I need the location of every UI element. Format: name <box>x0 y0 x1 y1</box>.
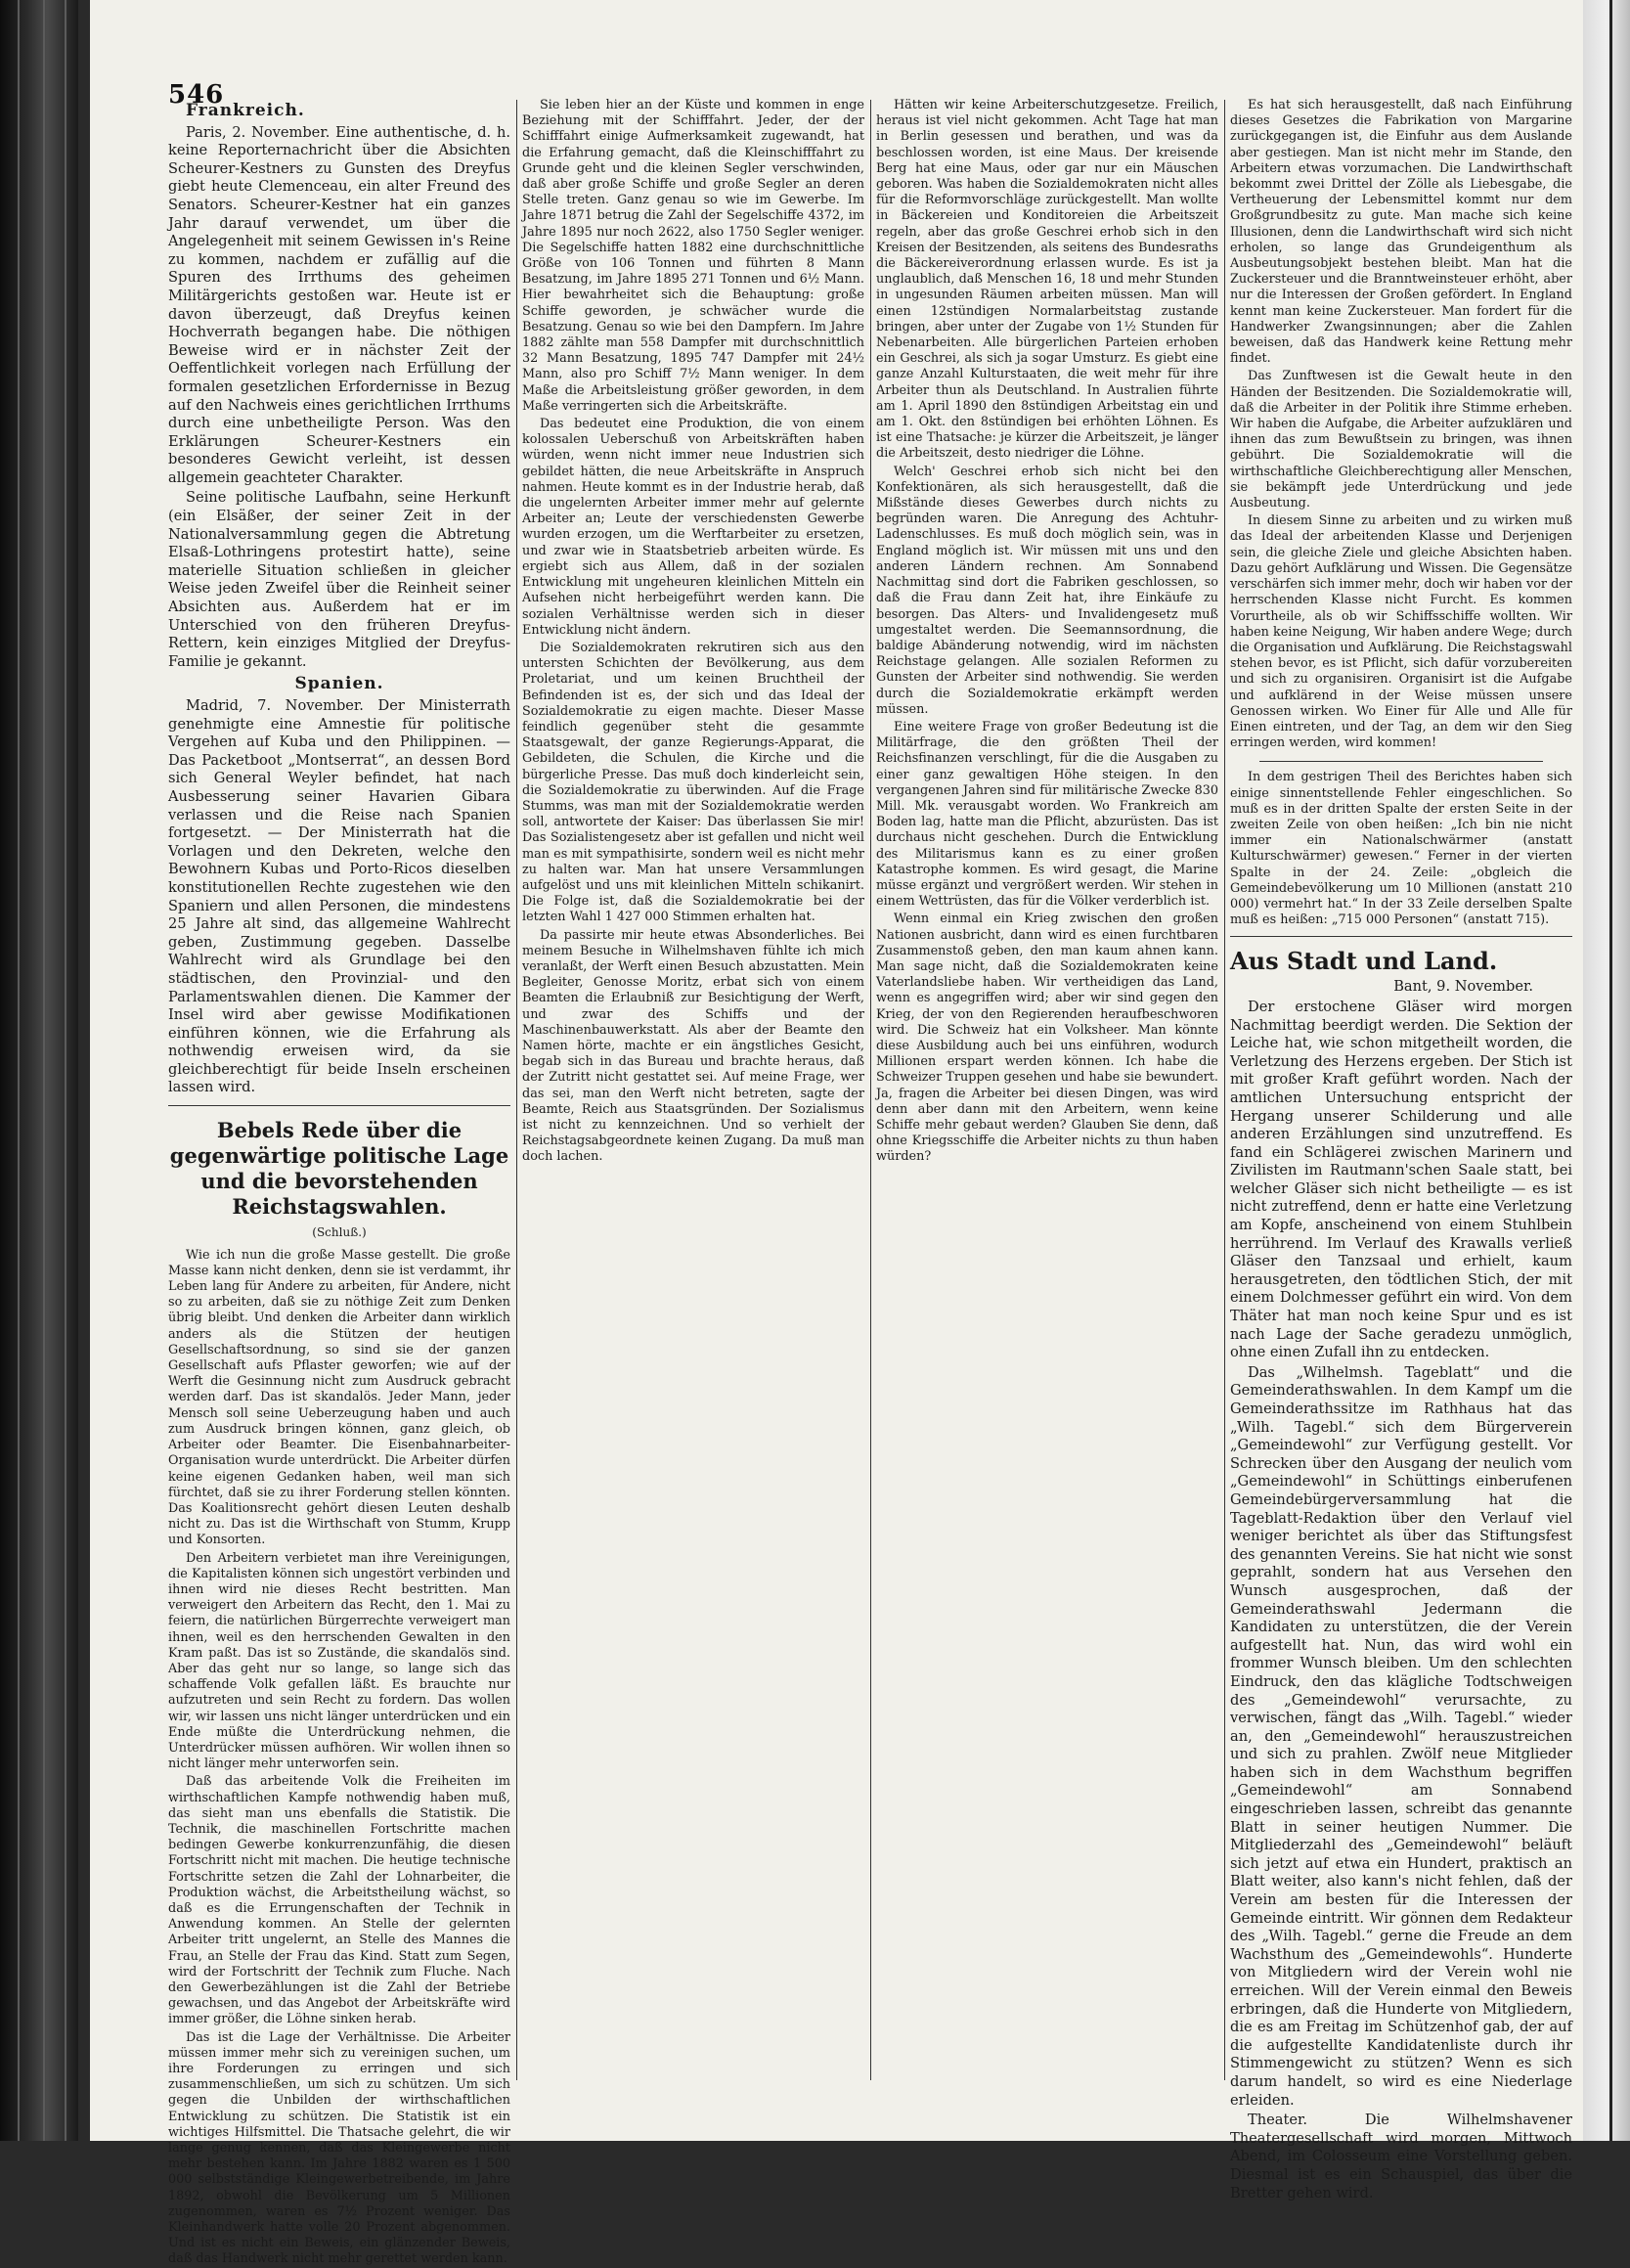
paragraph: Eine weitere Frage von großer Bedeutung ist die Militärfrage, die den größten Theil der Reichsfinanzen verschlingt, für die die Ausgaben zu einer ganz gewaltigen Höhe steigen. In den vergangenen Jahren sind für militärische Zwecke 830 Mill. Mk. verausgabt worden. Wo Frankreich am Boden lag, hatte man die Pflicht, abzurüsten. Das ist durchaus nicht geschehen. Durch die Entwicklung des Militarismus kann es zu einer großen Katastrophe kommen. Es wird gesagt, die Marine müsse ergänzt und vergrößert werden. Wir stehen in einem Wettrüsten, das für die Völker verderblich ist. <box>876 719 1218 910</box>
dateline: Bant, 9. November. <box>1393 978 1533 996</box>
binding-line <box>18 0 20 2141</box>
paragraph: Der erstochene Gläser wird morgen Nachmittag beerdigt werden. Die Sektion der Leiche hat, wie schon mitgetheilt worden, die Verletzung des Herzens ergeben. Der Stich ist mit großer Kraft geführt worden. Nach der amtlichen Untersuchung entspricht der Hergang unserer Schilderung und alle anderen Erzählungen sind unzutreffend. Es fand ein Schlägerei zwischen Marinern und Zivilisten im Rautmann'schen Saale statt, bei welcher Gläser sich nicht betheiligte — es ist nicht zutreffend, denn er hatte eine Verletzung am Kopfe, anscheinend von einem Stuhlbein herrührend. Im Verlauf des Krawalls verließ Gläser den Tanzsaal und erhielt, kaum herausgetreten, den tödtlichen Stich, der mit einem Dolchmesser geführt ein wird. Von dem Thäter hat man noch keine Spur und es ist nach Lage der Sache geradezu unmöglich, ohne einen Zufall ihn zu entdecken. <box>1230 998 1572 1361</box>
article-body-continued <box>1230 98 1572 928</box>
column-3 <box>876 98 1218 2082</box>
paragraph: Das bedeutet eine Produktion, die von einem kolossalen Ueberschuß von Arbeitskräften haben würden, wenn nicht immer neue Industrien sich gebildet hätten, die neue Arbeitskräfte in Anspruch nahmen. Heute kommt es in der Industrie herab, daß die ungelernten Arbeiter immer mehr auf gelernte Arbeiter an; Leute der verschiedensten Gewerbe wurden erzogen, um die Werftarbeiter zu ersetzen, und zwar wie in Staatsbetrieb arbeiten würde. Es ergiebt sich aus Allem, daß in der sozialen Entwicklung mit ungeheuren kleinlichen Mitteln ein Aufsehen nicht herbeigeführt werden kann. Die sozialen Verhältnisse werden sich in dieser Entwicklung nicht ändern. <box>522 417 864 638</box>
paragraph: Sie leben hier an der Küste und kommen in enge Beziehung mit der Schifffahrt. Jeder, der der Schifffahrt einige Aufmerksamkeit zugewandt, hat die Erfahrung gemacht, daß die Kleinschifffahrt zu Grunde geht und die kleinen Segler verschwinden, daß aber große Schiffe und große Segler an deren Stelle treten. Ganz genau so wie im Gewerbe. Im Jahre 1871 betrug die Zahl der Segelschiffe 4372, im Jahre 1895 nur noch 2622, also 1750 Segler weniger. Die Segelschiffe hatten 1882 eine durchschnittliche Größe von 106 Tonnen und führten 8 Mann Besatzung, im Jahre 1895 271 Tonnen und 6½ Mann. Hier bewahrheitet sich die Behauptung: große Schiffe geworden, je schwächer wurde die Besatzung. Genau so wie bei den Dampfern. Im Jahre 1882 zählte man 558 Dampfer mit durchschnittlich 32 Mann Besatzung, 1895 747 Dampfer mit 24½ Mann, also pro Schiff 7½ Mann weniger. In dem Maße die Arbeitsleistung größer geworden, in dem Maße verringerten sich die Arbeitskräfte. <box>522 98 864 414</box>
paragraph: Daß das arbeitende Volk die Freiheiten im wirthschaftlichen Kampfe nothwendig haben muß, das sieht man uns ebenfalls die Statistik. Die Technik, die maschinellen Fortschritte machen bedingen Gewerbe konkurrenzunfähig, die diesen Fortschritt nicht mit machen. Die heutige technische Fortschritte setzen die Zahl der Lohnarbeiter, die Produktion wächst, die Arbeitstheilung wächst, so daß es die Errungenschaften der Technik in Anwendung kommen. An Stelle der gelernten Arbeiter tritt ungelernt, an Stelle des Mannes die Frau, an Stelle der Frau das Kind. Statt zum Segen, wird der Fortschritt der Technik zum Fluche. Nach den Gewerbezählungen ist die Zahl der Betriebe gewachsen, und das Angebot der Arbeitskräfte wird immer größer, die Löhne sinken herab. <box>168 1774 510 2027</box>
article-title-bebel: Bebels Rede über die gegenwärtige politische Lage und die bevorstehenden Reichstagswahlen. <box>169 1118 509 1220</box>
column-1 <box>168 98 510 2267</box>
divider <box>1259 761 1543 762</box>
paragraph: Wie ich nun die große Masse gestellt. Die große Masse kann nicht denken, denn sie ist verdammt, ihr Leben lang für Andere zu arbeiten, für Andere, nicht so zu arbeiten, daß sie zu nöthige Zeit zum Denken übrig bleibt. Und denken die Arbeiter dann wirklich anders als die Stützen der heutigen Gesellschaftsordnung, so sind sie der ganzen Gesellschaft aufs Pflaster geworfen; wie auf der Werft die Gesinnung nicht zum Ausdruck gebracht werden darf. Das ist skandalös. Jeder Mann, jeder Mensch soll seine Ueberzeugung haben und auch zum Ausdruck bringen können, ganz gleich, ob Arbeiter oder Beamter. Die Eisenbahnarbeiter-Organisation wurde unterdrückt. Die Arbeiter dürfen keine eigenen Gedanken haben, weil man sich fürchtet, daß sie zu ihrer Forderung stellen könnten. Das Koalitionsrecht gehört diesen Leuten deshalb nicht zu. Das ist die Wirthschaft von Stumm, Krupp und Konsorten. <box>168 1247 510 1548</box>
paragraph: Theater. Die Wilhelmshavener Theatergesellschaft wird morgen, Mittwoch Abend, im Colosseum eine Vorstellung geben. Diesmal ist es ein Schauspiel, das über die Bretter gehen wird. <box>1230 2112 1572 2201</box>
column-rule <box>516 100 517 2080</box>
paragraph: Das „Wilhelmsh. Tageblatt“ und die Gemeinderathswahlen. In dem Kampf um die Gemeinderathssitze im Rathhaus hat das „Wilh. Tagebl.“ sich dem Bürgerverein „Gemeindewohl“ zur Verfügung gestellt. Vor Schrecken über den Ausgang der neulich vom „Gemeindewohl“ in Schüttings einberufenen Gemeindebürgerversammlung hat die Tageblatt-Redaktion über den Verlauf viel weniger berichtet als über das Stiftungsfest des genannten Vereins. Sie hat nicht wie sonst geprahlt, sondern hat aus Versehen den Wunsch ausgesprochen, daß der Gemeinderathswahl Jedermann die Kandidaten zu unterstützen, die der Verein aufgestellt hat. Nun, das wird wohl ein frommer Wunsch bleiben. Um den schlechten Eindruck, den das klägliche Todtschweigen des „Gemeindewohl“ verursachte, zu verwischen, fängt das „Wilh. Tagebl.“ wieder an, den „Gemeindewohl“ herauszustreichen und sich zu prahlen. Zwölf neue Mitglieder haben sich in dem Wachsthum begriffen „Gemeindewohl“ am Sonnabend eingeschrieben lassen, schreibt das genannte Blatt in seiner heutigen Nummer. Die Mitgliederzahl des „Gemeindewohl“ beläuft sich jetzt auf etwa ein Hundert, praktisch an Blatt weiter, also kann's nicht fehlen, daß der Verein am besten für die Interessen der Gemeinde eintritt. Wir gönnen dem Redakteur des „Wilh. Tagebl.“ gerne die Freude an dem Wachsthum des „Gemeindewohls“. Hunderte von Mitgliedern wird der Verein wohl nie erreichen. Will der Verein einmal den Beweis erbringen, daß die Hunderte von Mitgliedern, die es am Freitag im Schützenhof gab, der auf die aufgestellte Kandidatenliste durch ihr Stimmengewicht zu stützen? Wenn es sich darum handelt, so wird es eine Niederlage erleiden. <box>1230 1363 1572 2109</box>
binding-line <box>43 0 45 2141</box>
paragraph: Den Arbeitern verbietet man ihre Vereinigungen, die Kapitalisten können sich ungestört verbinden und ihnen wird nie dieses Recht bestritten. Man verweigert den Arbeitern das Recht, den 1. Mai zu feiern, die natürlichen Bürgerrechte verweigert man ihnen, weil es den herrschenden Gewalten in den Kram paßt. Das ist so Zustände, die skandalös sind. Aber das geht nur so lange, so lange sich das schaffende Volk gefallen läßt. Es brauchte nur aufzutreten und sein Recht zu fordern. Das wollen wir, wir lassen uns nicht länger unterdrücken und ein Ende müßte die Unterdrückung nehmen, die Unterdrücker müssen aufhören. Wir wollen ihnen so nicht länger mehr unterworfen sein. <box>168 1550 510 1772</box>
column-4 <box>1230 98 1572 2201</box>
page-edge-line <box>1609 0 1612 2141</box>
paragraph: Das ist die Lage der Verhältnisse. Die Arbeiter müssen immer mehr sich zu vereinigen suchen, um ihre Forderungen zu erringen und sich zusammenschließen, um sich zu schützen. Um sich gegen die Unbilden der wirthschaftlichen Entwicklung zu schützen. Die Statistik ist ein wichtiges Hilfsmittel. Die Thatsache gelehrt, die wir lange genug kennen, daß das Kleingewerbe nicht mehr bestehen kann. Im Jahre 1882 waren es 1 500 000 selbstständige Kleingewerbetreibende, im Jahre 1892, obwohl die Bevölkerung um 5 Millionen zugenommen, waren es 7½ Prozent weniger. Das Kleinhandwerk hatte volle 20 Prozent abgenommen. Und ist es nicht ein Beweis, ein glänzender Beweis, daß das Handwerk nicht mehr gerettet werden kann. <box>168 2029 510 2267</box>
column-rule <box>1224 100 1225 2080</box>
divider <box>168 1105 510 1106</box>
paragraph: Madrid, 7. November. Der Ministerrath genehmigte eine Amnestie für politische Vergehen auf Kuba und den Philippinen. — Das Packetboot „Montserrat“, an dessen Bord sich General Weyler befindet, hat nach Ausbesserung seiner Havarien Gibara verlassen und die Reise nach Spanien fortgesetzt. — Der Ministerrath hat die Vorlagen und den Dekreten, welche den Bewohnern Kubas und Porto-Ricos dieselben konstitutionellen Rechte zugestehen wie den Spaniern und allen Personen, die mindestens 25 Jahre alt sind, das allgemeine Wahlrecht geben, Zustimmung gegeben. Dasselbe Wahlrecht wird als Grundlage bei den städtischen, den Provinzial- und den Parlamentswahlen dienen. Die Kammer der Insel wird aber gewisse Modifikationen einführen können, wie die Erfahrung als nothwendig erweisen wird, da sie gleichberechtigt für beide Inseln erscheinen lassen wird. <box>168 697 510 1096</box>
section-heading-spanien: Spanien. <box>294 674 384 694</box>
divider <box>1230 936 1572 937</box>
paragraph: Die Sozialdemokraten rekrutiren sich aus den untersten Schichten der Bevölkerung, aus dem Proletariat, und um keinen Bruchtheil der Befindenden ist es, der sich und das Ideal der Sozialdemokratie zu eigen machte. Dieser Masse feindlich gegenüber steht die gesammte Staatsgewalt, der ganze Regierungs-Apparat, die Gebildeten, die Schulen, die Kirche und die bürgerliche Presse. Das muß doch kinderleicht sein, die Sozialdemokratie zu überwinden. Auf die Frage Stumms, was man mit der Sozialdemokratie werden soll, antwortete der Kaiser: Das überlassen Sie mir! Das Sozialistengesetz aber ist gefallen und nicht weil man es mit sympathisirte, sondern weil es nicht mehr zu halten war. Man hat unsere Versammlungen aufgelöst und uns mit kleinlichen Mitteln schikanirt. Die Folge ist, daß die Sozialdemokratie bei der letzten Wahl 1 427 000 Stimmen erhalten hat. <box>522 640 864 925</box>
paragraph: Paris, 2. November. Eine authentische, d. h. keine Reporternachricht über die Absichten Scheurer-Kestners zu Gunsten des Dreyfus giebt heute Clemenceau, ein alter Freund des Senators. Scheurer-Kestner hat ein ganzes Jahr darauf verwendet, um über die Angelegenheit mit seinem Gewissen in's Reine zu kommen, nachdem er zufällig auf die Spuren des Irrthums des geheimen Militärgerichts gestoßen war. Heute ist er davon überzeugt, daß Dreyfus keinen Hochverrath begangen habe. Die nöthigen Beweise wird er in nächster Zeit der Oeffentlichkeit vorlegen nach Erfüllung der formalen gesetzlichen Erfordernisse in Bezug auf den Nachweis eines gerichtlichen Irrthums durch eine unbetheiligte Person. Was den Erklärungen Scheurer-Kestners ein besonderes Gewicht verleiht, ist dessen allgemein geachteter Charakter. <box>168 123 510 486</box>
paragraph: In diesem Sinne zu arbeiten und zu wirken muß das Ideal der arbeitenden Klasse und Derjenigen sein, die gleiche Ziele und gleiche Absichten haben. Dazu gehört Aufklärung und Wissen. Die Gegensätze verschärfen sich immer mehr, doch wir haben vor der herrschenden Klasse nicht Furcht. Es kommen Vorurtheile, als ob wir Schiffsschiffe wollten. Wir haben keine Neigung, Wir haben andere Wege; durch die Organisation und Aufklärung. Die Reichstagswahl stehen bevor, es ist Pflicht, sich dafür vorzubereiten und sich zu organisiren. Organisirt ist die Aufgabe und aufklärend in der Weise müssen unsere Genossen wirken. Wo Einer für Alle und Alle für Einen eintreten, und der Tag, an dem wir den Sieg erringen werden, wird kommen! <box>1230 513 1572 751</box>
page-edge <box>1583 0 1630 2141</box>
paragraph: Da passirte mir heute etwas Absonderliches. Bei meinem Besuche in Wilhelmshaven fühlte ich mich veranlaßt, der Werft einen Besuch abzustatten. Mein Begleiter, Genosse Moritz, erbat sich von einem Beamten die Erlaubniß zur Besichtigung der Werft, und zwar des Schiffs und der Maschinenbauwerkstatt. Als aber der Beamte den Namen hörte, machte er ein ängstliches Gesicht, begab sich in das Bureau und brachte heraus, daß der Zutritt nicht gestattet sei. Auf meine Frage, wer das sei, man den Werft nicht betreten, sagte der Beamte, Reich aus Staatsgründen. Der Sozialismus ist nicht zu kennzeichnen. Und so verhielt der Reichstagsabgeordnete keinen Zugang. Da muß man doch lachen. <box>522 927 864 1165</box>
section-heading-frankreich: Frankreich. <box>186 101 305 120</box>
paragraph: Seine politische Laufbahn, seine Herkunft (ein Elsäßer, der seiner Zeit in der Nationalversammlung gegen die Abtretung Elsaß-Lothringens protestirt hatte), seine materielle Situation schließen in gleicher Weise jeden Zweifel über die Reinheit seiner Absichten aus. Außerdem hat er im Unterschied von den früheren Dreyfus-Rettern, kein einziges Mitglied der Dreyfus-Familie je gekannt. <box>168 489 510 670</box>
paragraph: Wenn einmal ein Krieg zwischen den großen Nationen ausbricht, dann wird es einen furchtbaren Zusammenstoß geben, den man kaum ahnen kann. Man sage nicht, daß die Sozialdemokraten keine Vaterlandsliebe haben. Wir vertheidigen das Land, wenn es angegriffen wird; aber wir sind gegen den Krieg, der von den Regierenden heraufbeschworen wird. Die Schweiz hat ein Volksheer. Man könnte diese Ausbildung auch bei uns einführen, wodurch Millionen erspart werden können. Ich habe die Schweizer Truppen gesehen und habe sie bewundert. Ja, fragen die Arbeiter bei diesen Dingen, was wird denn aber dann mit den Arbeitern, wenn keine Schiffe mehr gebaut werden? Glauben Sie denn, daß ohne Kriegsschiffe die Arbeiter nichts zu thun haben würden? <box>876 912 1218 1165</box>
paragraph: Hätten wir keine Arbeiterschutzgesetze. Freilich, heraus ist viel nicht gekommen. Acht Tage hat man in Berlin gesessen und berathen, und was da beschlossen worden, ist eine Maus. Der kreisende Berg hat eine Maus, oder gar nur ein Mäuschen geboren. Was haben die Sozialdemokraten nicht alles für die Reformvorschläge zurückgestellt. Man wollte in Bäckereien und Konditoreien die Arbeitszeit regeln, aber das große Geschrei erhob sich in den Kreisen der Besitzenden, als seitens des Bundesraths die Bäckereiverordnung erlassen wurde. Es ist ja unglaublich, daß Menschen 16, 18 und mehr Stunden in ungesunden Räumen arbeiten müssen. Man will einen 12stündigen Normalarbeitstag zustande bringen, aber unter der Zugabe von 1½ Stunden für Nebenarbeiten. Alle bürgerlichen Parteien erhoben ein Geschrei, als sich ja sogar Umsturz. Es giebt eine ganze Anzahl Kulturstaaten, die weit mehr für ihre Arbeiter thun als Deutschland. In Australien führte am 1. April 1890 den 8stündigen Arbeitstag ein und am 1. Okt. den 8stündigen bei erhöhten Löhnen. Es ist eine Thatsache: je kürzer die Arbeitszeit, je länger die Arbeitszeit, desto niedriger die Löhne. <box>876 98 1218 462</box>
newspaper-page <box>90 0 1583 2267</box>
paragraph: Es hat sich herausgestellt, daß nach Einführung dieses Gesetzes die Fabrikation von Margarine zurückgegangen ist, die Einfuhr aus dem Auslande aber gestiegen. Man ist nicht mehr im Stande, den Arbeitern etwas vorzumachen. Die Landwirthschaft bekommt zwei Drittel der Zölle als Liebesgabe, die Vertheuerung der Lebensmittel kommt nur dem Großgrundbesitz zu gute. Man mache sich keine Illusionen, denn die Landwirthschaft wird sich nicht erholen, so lange das Grundeigenthum als Ausbeutungsobjekt bestehen bleibt. Man hat die Zuckersteuer und die Branntweinsteuer erhöht, aber nur die Interessen der Großen gefördert. In England kennt man keine Zuckersteuer. Man fordert für die Handwerker Zwangsinnungen; aber die Zahlen beweisen, daß das Handwerk keine Rettung mehr findet. <box>1230 98 1572 367</box>
page-number: 546 <box>168 80 225 110</box>
binding-line <box>65 0 66 2141</box>
section-heading-aus-stadt-und-land: Aus Stadt und Land. <box>1230 947 1498 976</box>
correction-note: In dem gestrigen Theil des Berichtes haben sich einige sinnentstellende Fehler eingeschlichen. So muß es in der dritten Spalte der ersten Seite in der zweiten Zeile von oben heißen: „Ich bin nie nicht immer ein Nationalschwärmer (anstatt Kulturschwärmer) gewesen.“ Ferner in der vierten Spalte in der 24. Zeile: „obgleich die Gemeindebevölkerung um 10 Millionen (anstatt 210 000) vermehrt hat.“ In der 33 Zeile derselben Spalte muß es heißen: „715 000 Personen“ (anstatt 715). <box>1230 770 1572 928</box>
column-2 <box>522 98 864 2082</box>
book-binding <box>0 0 78 2141</box>
continuation-note: (Schluß.) <box>312 1225 367 1240</box>
paragraph: Welch' Geschrei erhob sich nicht bei den Konfektionären, als sich herausgestellt, daß die Mißstände dieses Gewerbes durch nichts zu begründen waren. Die Anregung des Achtuhr-Ladenschlusses. Es muß doch möglich sein, was in England möglich ist. Wir müssen mit uns und den anderen Ländern rechnen. Am Sonnabend Nachmittag sind dort die Fabriken geschlossen, so daß die Frau dann Zeit hat, ihre Einkäufe zu besorgen. Das Alters- und Invalidengesetz muß umgestaltet werden. Die Seemannsordnung, die baldige Abänderung notwendig, wird im nächsten Reichstage gelangen. Alle sozialen Reformen zu Gunsten der Arbeiter sind nothwendig. Sie werden durch die Sozialdemokratie erkämpft werden müssen. <box>876 464 1218 717</box>
article-body-bebel <box>168 1248 510 2268</box>
paragraph: Das Zunftwesen ist die Gewalt heute in den Händen der Besitzenden. Die Sozialdemokratie will, daß die Arbeiter in der Politik ihre Stimme erheben. Wir haben die Aufgabe, die Arbeiter aufzuklären und ihnen das zum Bewußtsein zu bringen, was ihnen gebührt. Die Sozialdemokratie will die wirthschaftliche Gleichberechtigung aller Menschen, sie bekämpft jede Unterdrückung und jede Ausbeutung. <box>1230 369 1572 511</box>
column-rule <box>870 100 871 2080</box>
